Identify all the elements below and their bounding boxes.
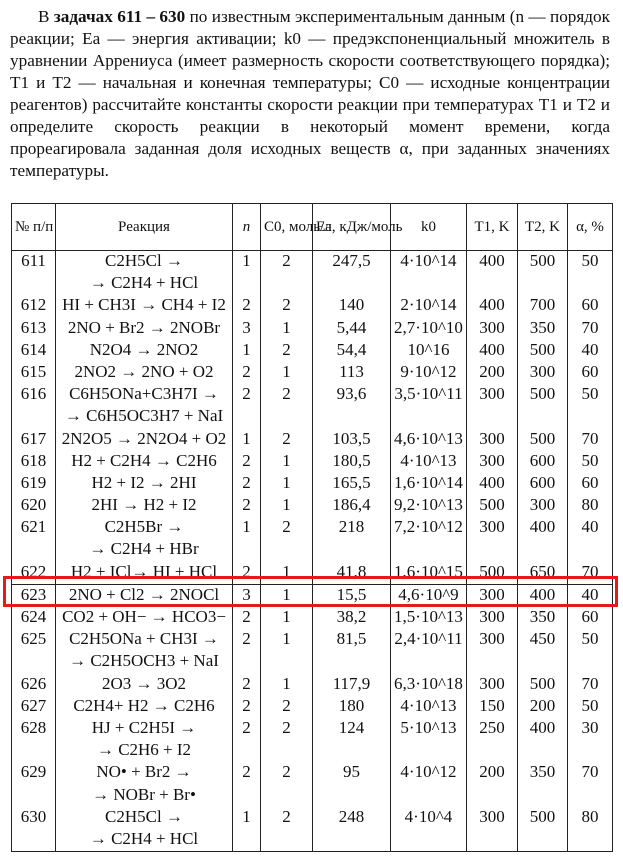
temperature-t1: 300: [467, 674, 518, 696]
temperature-t2: [518, 740, 568, 762]
activation-energy: [313, 406, 391, 428]
table-row: [12, 607, 613, 629]
temperature-t2: 350: [518, 762, 568, 784]
reaction-order: 2: [233, 629, 261, 651]
reaction-equation: C2H5Br →: [56, 517, 233, 539]
temperature-t2: [518, 651, 568, 673]
table-row: [12, 384, 613, 406]
reaction-order: 2: [233, 384, 261, 406]
preexponential-factor: 4·10^13: [391, 696, 467, 718]
initial-concentration: [261, 539, 313, 561]
reaction-equation: 2NO + Br2 → 2NOBr: [56, 318, 233, 340]
table-row-highlighted: [12, 584, 613, 607]
table-row: [12, 785, 613, 807]
preexponential-factor: 5·10^13: [391, 718, 467, 740]
row-number: 625: [12, 629, 56, 651]
table-row: [12, 451, 613, 473]
alpha-percent: 70: [568, 762, 613, 784]
initial-concentration: 1: [261, 674, 313, 696]
temperature-t2: 200: [518, 696, 568, 718]
table-row: [12, 829, 613, 852]
table-row: [12, 251, 613, 274]
temperature-t2: [518, 785, 568, 807]
preexponential-factor: 1,6·10^15: [391, 562, 467, 585]
temperature-t1: 500: [467, 495, 518, 517]
alpha-percent: 60: [568, 295, 613, 317]
reaction-equation: C6H5ONa+C3H7I →: [56, 384, 233, 406]
preexponential-factor: 4,6·10^9: [391, 584, 467, 607]
table-row: [12, 517, 613, 539]
row-number: [12, 406, 56, 428]
table-row: [12, 629, 613, 651]
activation-energy: 103,5: [313, 429, 391, 451]
row-number: [12, 273, 56, 295]
temperature-t2: 300: [518, 495, 568, 517]
reaction-order: 2: [233, 362, 261, 384]
initial-concentration: 2: [261, 762, 313, 784]
row-number: 611: [12, 251, 56, 274]
alpha-percent: 40: [568, 517, 613, 539]
alpha-percent: 50: [568, 384, 613, 406]
activation-energy: 165,5: [313, 473, 391, 495]
reaction-equation: → NOBr + Br•: [56, 785, 233, 807]
row-number: 628: [12, 718, 56, 740]
table-row: [12, 473, 613, 495]
initial-concentration: 2: [261, 807, 313, 829]
temperature-t1: 300: [467, 429, 518, 451]
reaction-order: [233, 273, 261, 295]
preexponential-factor: 6,3·10^18: [391, 674, 467, 696]
temperature-t1: 200: [467, 362, 518, 384]
row-number: 617: [12, 429, 56, 451]
reaction-equation: C2H4+ H2 → C2H6: [56, 696, 233, 718]
header-c0: C0, моль/л: [261, 204, 313, 251]
temperature-t2: 500: [518, 384, 568, 406]
header-n: n: [233, 204, 261, 251]
alpha-percent: 80: [568, 807, 613, 829]
reaction-equation: HJ + C2H5I →: [56, 718, 233, 740]
row-number: [12, 785, 56, 807]
reaction-equation: C2H5Cl →: [56, 807, 233, 829]
reaction-order: 2: [233, 495, 261, 517]
reaction-equation: 2O3 → 3O2: [56, 674, 233, 696]
activation-energy: 5,44: [313, 318, 391, 340]
activation-energy: 186,4: [313, 495, 391, 517]
activation-energy: 124: [313, 718, 391, 740]
reaction-equation: NO• + Br2 →: [56, 762, 233, 784]
temperature-t1: 300: [467, 451, 518, 473]
preexponential-factor: 1,5·10^13: [391, 607, 467, 629]
table-row: [12, 740, 613, 762]
initial-concentration: 2: [261, 718, 313, 740]
alpha-percent: 50: [568, 696, 613, 718]
preexponential-factor: [391, 829, 467, 852]
preexponential-factor: 9,2·10^13: [391, 495, 467, 517]
temperature-t2: 500: [518, 429, 568, 451]
temperature-t2: 500: [518, 674, 568, 696]
initial-concentration: 2: [261, 340, 313, 362]
reaction-equation: H2 + I2 → 2HI: [56, 473, 233, 495]
row-number: [12, 829, 56, 852]
reaction-equation: 2NO + Cl2 → 2NOCl: [56, 584, 233, 607]
activation-energy: [313, 785, 391, 807]
reaction-order: 3: [233, 318, 261, 340]
alpha-percent: [568, 829, 613, 852]
initial-concentration: [261, 273, 313, 295]
reaction-order: 2: [233, 762, 261, 784]
preexponential-factor: [391, 406, 467, 428]
preexponential-factor: 7,2·10^12: [391, 517, 467, 539]
alpha-percent: 40: [568, 340, 613, 362]
temperature-t2: 500: [518, 251, 568, 274]
preexponential-factor: 4,6·10^13: [391, 429, 467, 451]
alpha-percent: [568, 651, 613, 673]
row-number: 619: [12, 473, 56, 495]
row-number: 615: [12, 362, 56, 384]
table-body: [12, 251, 613, 852]
reaction-equation: HI + CH3I → CH4 + I2: [56, 295, 233, 317]
alpha-percent: 60: [568, 607, 613, 629]
row-number: [12, 539, 56, 561]
alpha-percent: [568, 785, 613, 807]
intro-task-range: задачах 611 – 630: [53, 7, 186, 26]
temperature-t2: 300: [518, 362, 568, 384]
reaction-equation: → C2H5OCH3 + NaI: [56, 651, 233, 673]
preexponential-factor: 3,5·10^11: [391, 384, 467, 406]
initial-concentration: 2: [261, 251, 313, 274]
reaction-equation: H2 + ICl→ HI + HCl: [56, 562, 233, 585]
reaction-order: 2: [233, 718, 261, 740]
temperature-t2: 500: [518, 807, 568, 829]
table-row: [12, 429, 613, 451]
reaction-order: [233, 740, 261, 762]
temperature-t2: 350: [518, 607, 568, 629]
alpha-percent: 50: [568, 251, 613, 274]
reaction-order: [233, 785, 261, 807]
initial-concentration: 2: [261, 384, 313, 406]
row-number: 620: [12, 495, 56, 517]
temperature-t2: 350: [518, 318, 568, 340]
reaction-equation: C2H5Cl →: [56, 251, 233, 274]
reaction-order: [233, 539, 261, 561]
reaction-equation: C2H5ONa + CH3I →: [56, 629, 233, 651]
temperature-t1: 300: [467, 584, 518, 607]
activation-energy: 81,5: [313, 629, 391, 651]
row-number: [12, 651, 56, 673]
header-num: № п/п: [12, 204, 56, 251]
header-reaction: Реакция: [56, 204, 233, 251]
preexponential-factor: 10^16: [391, 340, 467, 362]
header-alpha: α, %: [568, 204, 613, 251]
alpha-percent: 30: [568, 718, 613, 740]
temperature-t1: 150: [467, 696, 518, 718]
temperature-t1: [467, 539, 518, 561]
temperature-t2: [518, 273, 568, 295]
alpha-percent: 60: [568, 473, 613, 495]
reaction-order: 1: [233, 429, 261, 451]
temperature-t2: 400: [518, 718, 568, 740]
initial-concentration: 1: [261, 584, 313, 607]
temperature-t1: 300: [467, 807, 518, 829]
activation-energy: 248: [313, 807, 391, 829]
preexponential-factor: 4·10^13: [391, 451, 467, 473]
temperature-t1: 250: [467, 718, 518, 740]
alpha-percent: 50: [568, 629, 613, 651]
reaction-equation: → C2H4 + HCl: [56, 829, 233, 852]
initial-concentration: [261, 785, 313, 807]
alpha-percent: 70: [568, 318, 613, 340]
initial-concentration: 1: [261, 451, 313, 473]
activation-energy: 140: [313, 295, 391, 317]
reaction-order: 2: [233, 674, 261, 696]
temperature-t1: [467, 740, 518, 762]
initial-concentration: 1: [261, 629, 313, 651]
task-intro: [10, 6, 610, 182]
reaction-equation: 2N2O5 → 2N2O4 + O2: [56, 429, 233, 451]
reaction-order: [233, 651, 261, 673]
alpha-percent: [568, 406, 613, 428]
preexponential-factor: 9·10^12: [391, 362, 467, 384]
reaction-order: [233, 829, 261, 852]
temperature-t1: [467, 651, 518, 673]
activation-energy: 54,4: [313, 340, 391, 362]
preexponential-factor: 4·10^14: [391, 251, 467, 274]
activation-energy: [313, 740, 391, 762]
activation-energy: 113: [313, 362, 391, 384]
preexponential-factor: 4·10^12: [391, 762, 467, 784]
alpha-percent: 70: [568, 429, 613, 451]
temperature-t2: [518, 829, 568, 852]
reaction-order: 2: [233, 696, 261, 718]
intro-pre: В: [38, 7, 54, 26]
initial-concentration: 1: [261, 473, 313, 495]
header-t1: T1, K: [467, 204, 518, 251]
row-number: 626: [12, 674, 56, 696]
alpha-percent: 70: [568, 562, 613, 585]
row-number: 629: [12, 762, 56, 784]
row-number: [12, 740, 56, 762]
temperature-t2: 400: [518, 517, 568, 539]
activation-energy: 38,2: [313, 607, 391, 629]
header-k0: k0: [391, 204, 467, 251]
temperature-t1: 400: [467, 251, 518, 274]
temperature-t2: 600: [518, 473, 568, 495]
row-number: 622: [12, 562, 56, 585]
alpha-percent: 80: [568, 495, 613, 517]
table-row: [12, 539, 613, 561]
initial-concentration: 1: [261, 362, 313, 384]
activation-energy: [313, 829, 391, 852]
activation-energy: 247,5: [313, 251, 391, 274]
preexponential-factor: [391, 539, 467, 561]
temperature-t2: [518, 406, 568, 428]
initial-concentration: 2: [261, 429, 313, 451]
table-row: [12, 340, 613, 362]
table-row: [12, 495, 613, 517]
preexponential-factor: 2,7·10^10: [391, 318, 467, 340]
temperature-t2: 400: [518, 584, 568, 607]
temperature-t1: [467, 273, 518, 295]
initial-concentration: 2: [261, 696, 313, 718]
table-row: [12, 674, 613, 696]
row-number: 630: [12, 807, 56, 829]
row-number: 612: [12, 295, 56, 317]
reaction-order: 1: [233, 517, 261, 539]
temperature-t1: 400: [467, 295, 518, 317]
temperature-t1: 300: [467, 607, 518, 629]
alpha-percent: 40: [568, 584, 613, 607]
temperature-t1: 300: [467, 629, 518, 651]
temperature-t1: 300: [467, 517, 518, 539]
row-number: 627: [12, 696, 56, 718]
reaction-equation: → C2H4 + HBr: [56, 539, 233, 561]
activation-energy: 180: [313, 696, 391, 718]
temperature-t1: [467, 406, 518, 428]
alpha-percent: [568, 273, 613, 295]
activation-energy: 15,5: [313, 584, 391, 607]
reaction-equation: 2NO2 → 2NO + O2: [56, 362, 233, 384]
preexponential-factor: [391, 273, 467, 295]
temperature-t1: 500: [467, 562, 518, 585]
reaction-order: 2: [233, 295, 261, 317]
row-number: 616: [12, 384, 56, 406]
preexponential-factor: [391, 651, 467, 673]
alpha-percent: [568, 740, 613, 762]
temperature-t1: 200: [467, 762, 518, 784]
preexponential-factor: 4·10^4: [391, 807, 467, 829]
activation-energy: [313, 539, 391, 561]
reaction-order: 1: [233, 251, 261, 274]
table-row: [12, 807, 613, 829]
reaction-order: 1: [233, 807, 261, 829]
preexponential-factor: 2,4·10^11: [391, 629, 467, 651]
initial-concentration: 1: [261, 318, 313, 340]
temperature-t2: 500: [518, 340, 568, 362]
row-number: 621: [12, 517, 56, 539]
temperature-t1: 400: [467, 473, 518, 495]
reaction-order: 2: [233, 562, 261, 585]
reaction-order: [233, 406, 261, 428]
temperature-t1: 300: [467, 318, 518, 340]
reaction-order: 2: [233, 473, 261, 495]
table-row: [12, 762, 613, 784]
reaction-order: 2: [233, 607, 261, 629]
initial-concentration: 1: [261, 562, 313, 585]
table-row: [12, 406, 613, 428]
reaction-equation: → C2H6 + I2: [56, 740, 233, 762]
initial-concentration: [261, 829, 313, 852]
alpha-percent: [568, 539, 613, 561]
table-row: [12, 273, 613, 295]
temperature-t1: [467, 785, 518, 807]
reaction-equation: 2HI → H2 + I2: [56, 495, 233, 517]
table-row: [12, 295, 613, 317]
header-ea: Eа, кДж/моль: [313, 204, 391, 251]
table-row: [12, 718, 613, 740]
table-row: [12, 696, 613, 718]
temperature-t2: [518, 539, 568, 561]
table-row: [12, 362, 613, 384]
activation-energy: 95: [313, 762, 391, 784]
row-number: 624: [12, 607, 56, 629]
preexponential-factor: 2·10^14: [391, 295, 467, 317]
row-number: 614: [12, 340, 56, 362]
activation-energy: 93,6: [313, 384, 391, 406]
reaction-equation: → C6H5OC3H7 + NaI: [56, 406, 233, 428]
temperature-t1: 400: [467, 340, 518, 362]
activation-energy: 180,5: [313, 451, 391, 473]
temperature-t2: 650: [518, 562, 568, 585]
preexponential-factor: [391, 740, 467, 762]
activation-energy: [313, 651, 391, 673]
row-number: 618: [12, 451, 56, 473]
header-t2: T2, K: [518, 204, 568, 251]
reaction-order: 3: [233, 584, 261, 607]
alpha-percent: 60: [568, 362, 613, 384]
reaction-equation: N2O4 → 2NO2: [56, 340, 233, 362]
reaction-equation: → C2H4 + HCl: [56, 273, 233, 295]
initial-concentration: [261, 651, 313, 673]
initial-concentration: 1: [261, 495, 313, 517]
preexponential-factor: 1,6·10^14: [391, 473, 467, 495]
table-row: [12, 562, 613, 585]
activation-energy: 117,9: [313, 674, 391, 696]
temperature-t2: 450: [518, 629, 568, 651]
alpha-percent: 50: [568, 451, 613, 473]
initial-concentration: 2: [261, 517, 313, 539]
temperature-t2: 600: [518, 451, 568, 473]
initial-concentration: 2: [261, 295, 313, 317]
preexponential-factor: [391, 785, 467, 807]
activation-energy: 41,8: [313, 562, 391, 585]
reaction-table: [11, 203, 613, 852]
row-number: 623: [12, 584, 56, 607]
table-header: [12, 204, 613, 251]
intro-text: по известным экспериментальным данным (n — порядок реакции; Eа — энергия активации; k0 — предэкспоненциальный множитель в уравнении Аррениуса (имеет размерность скорости соответствующего порядка); T1 и T2 — начальная и конечная температуры; C0 — исходные концентрации реагентов) рассчитайте константы скорости реакции при температурах T1 и T2 и определите скорость реакции в некоторый момент времени, когда прореагировала заданная доля исходных веществ α, при заданных значениях температуры.: [10, 7, 610, 180]
temperature-t1: [467, 829, 518, 852]
initial-concentration: [261, 406, 313, 428]
table-row: [12, 318, 613, 340]
initial-concentration: 1: [261, 607, 313, 629]
activation-energy: 218: [313, 517, 391, 539]
reaction-order: 2: [233, 451, 261, 473]
reaction-equation: H2 + C2H4 → C2H6: [56, 451, 233, 473]
activation-energy: [313, 273, 391, 295]
temperature-t2: 700: [518, 295, 568, 317]
row-number: 613: [12, 318, 56, 340]
reaction-order: 1: [233, 340, 261, 362]
reaction-equation: CO2 + OH− → HCO3−: [56, 607, 233, 629]
initial-concentration: [261, 740, 313, 762]
temperature-t1: 300: [467, 384, 518, 406]
table-row: [12, 651, 613, 673]
alpha-percent: 70: [568, 674, 613, 696]
